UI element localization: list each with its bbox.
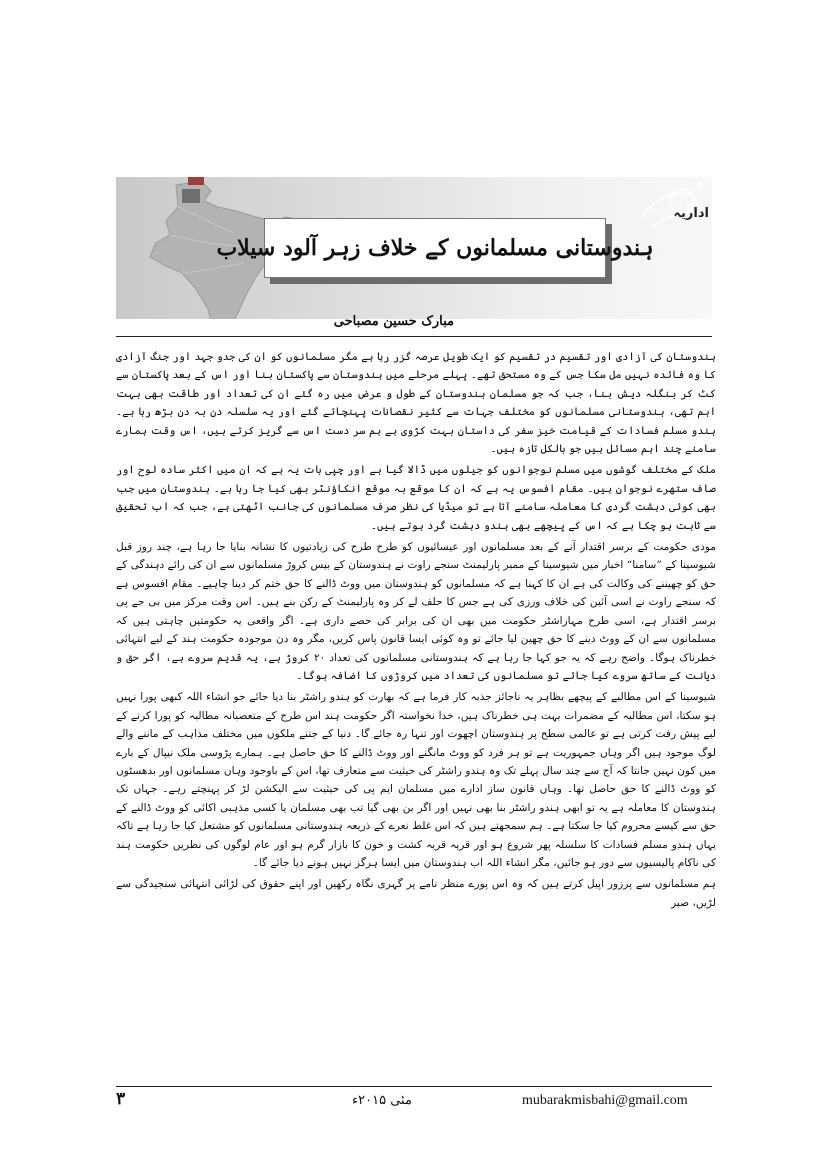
issue-date: مئی ۲۰۱۵ء <box>352 1093 412 1108</box>
page-number: ۳ <box>116 1089 126 1109</box>
article-body <box>116 348 716 915</box>
author-email: mubarakmisbahi@gmail.com <box>522 1093 688 1108</box>
article-paragraph: ہم مسلمانوں سے پرزور اپیل کرتے ہیں کہ وہ اس پورے منظر نامے پر گہری نگاہ رکھیں اور اپنے حقوق کی لڑائی انتہائی سنجیدگی سے لڑیں، صبر <box>116 878 716 909</box>
header-divider <box>116 336 712 337</box>
title-box <box>216 218 654 278</box>
author-byline: مبارک حسین مصباحی <box>333 314 454 329</box>
page-footer <box>116 1086 712 1115</box>
article-paragraph: ملک کے مختلف گوشوں میں مسلم نوجوانوں کو جیلوں میں ڈالا گیا ہے اور چپی بات یہ ہے کہ ان میں اکثر سادہ لوح اور صاف ستھرے نوجوان ہیں۔ مقام افسوس یہ ہے کہ ان کا موقع بہ موقع انکاؤنٹر بھی کیا جا رہا ہے۔ ہندوستان میں جب بھی کوئی دہشت گردی کا معاملہ سامنے آتا ہے تو میڈیا کی نظر صرف مسلمانوں کی جانب اٹھتی ہے، جب کہ اب تحقیق سے ثابت ہو چکا ہے کہ اس کے پیچھے بھی ہندو دہشت گرد ہوتے ہیں۔ <box>116 464 716 532</box>
section-label: اداریہ <box>673 206 709 221</box>
article-paragraph: مودی حکومت کے برسر اقتدار آنے کے بعد مسلمانوں اور عیسائیوں کو طرح طرح کی زیادتیوں کا نشانہ بنایا جا رہا ہے، چند روز قبل شیوسینا کے ”سامنا“ اخبار میں شیوسینا کے ممبر پارلیمنٹ سنجے راوت نے ہندوستان کے بیس کروڑ مسلمانوں سے ان کی رائے دہندگی کے حق کو چھیننے کی وکالت کی ہے ان کا کہنا ہے کہ مسلمانوں کو ہندوستان میں ووٹ ڈالنے کا حق ختم کر دینا چاہیے۔ مقام افسوس ہے کہ سنجے راوت نے اسی آئین کی خلاف ورزی کی ہے جس کا حلف لے کر وہ پارلیمنٹ کے رکن بنے ہیں۔ اس وقت مرکز میں بی جے پی برسر اقتدار ہے، اسی طرح مہاراشٹر حکومت میں بھی ان کی برابر کی حصے داری ہے۔ اگر واقعی یہ حکومتیں چاہتی ہیں کہ مسلمانوں سے ان کے ووٹ دینے کا حق چھین لیا جائے تو وہ کوئی ایسا قانون پاس کریں، مگر وہ دن موجودہ حکومت ہند کے لیے انتہائی خطرناک ہوگا۔ واضح رہے کہ یہ جو کہا جا رہا ہے کہ ہندوستانی مسلمانوں کی تعداد ۲۰ کروڑ ہے، یہ قدیم سروے ہے، اگر حق و دیانت کے ساتھ سروے کیا جائے تو مسلمانوں کی تعداد میں کروڑوں کا اضافہ ہوگا۔ <box>116 541 716 682</box>
article-title: ہندوستانی مسلمانوں کے خلاف زہر آلود سیلاب <box>216 235 654 261</box>
article-paragraph: شیوسینا کے اس مطالبے کے پیچھے بظاہر یہ ناجائز جذبہ کار فرما ہے کہ بھارت کو ہندو راشٹر بنا دیا جائے جو انشاء اللہ کبھی پورا نہیں ہو سکتا، اس مطالبہ کے مضمرات بہت ہی خطرناک ہیں، خدا نخواستہ اگر حکومت ہند اس طرح کے متعصبانہ مطالبہ کو پورا کرنے کے لیے پیش رفت کرتی ہے تو عالمی سطح پر ہندوستان اچھوت اور تنہا رہ جائے گا۔ دنیا کے جتنے ملکوں میں مختلف مذاہب کے ماننے والے لوگ موجود ہیں اگر وہاں جمہوریت ہے تو ہر فرد کو ووٹ مانگنے اور ووٹ ڈالنے کا حق حاصل ہے۔ ہمارے پڑوسی ملک نیپال کے بارے میں کون نہیں جانتا کہ آج سے چند سال پہلے تک وہ ہندو راشٹر کی حیثیت سے متعارف تھا، اس کے باوجود وہاں مسلمانوں اور بدھسٹوں کو ووٹ ڈالنے کا حق حاصل تھا۔ وہاں قانون ساز ادارے میں مسلمان ایم پی کی حیثیت سے الیکشن لڑ کر پہنچتے رہے۔ جہاں تک ہندوستان کا معاملہ ہے یہ تو ابھی ہندو راشٹر بنا بھی نہیں اور اگر بن بھی گیا تب بھی مسلمان یا کسی مذہبی اکائی کو ووٹ ڈالنے کے حق سے کیسے محروم کیا جا سکتا ہے۔ ہم سمجھتے ہیں کہ اس غلط نعرے کے ذریعہ ہندوستانی مسلمانوں کو مشتعل کیا جا رہا ہے تاکہ یہاں ہندو مسلم فسادات کا سلسلہ پھر شروع ہو اور قریہ قریہ کشت و خون کا بازار گرم ہو اور عام لوگوں کی نظریں حکومت ہند کی ناکام پالیسیوں سے دور ہو جائیں، مگر انشاء اللہ اب ہندوستان میں ایسا ہرگز نہیں ہونے دیا جائے گا۔ <box>116 691 716 869</box>
article-paragraph: ہندوستان کی آزادی اور تقسیم در تقسیم کو ایک طویل عرصہ گزر رہا ہے مگر مسلمانوں کو ان کی جدو جہد اور جنگ آزادی کا وہ فائدہ نہیں مل سکا جس کے وہ مستحق تھے۔ پہلے مرحلے میں ہندوستان سے پاکستان بنا اور اس کے بعد پاکستان سے کٹ کر بنگلہ دیش بنا، جب کہ جو مسلمان ہندوستان کے طول و عرض میں رہ گئے ان کی تعداد اور طاقت بھی بہت اہم تھی، ہندوستانی مسلمانوں کو مختلف جہات سے کثیر نقصانات پہنچائے گئے اور یہ سلسلہ دن بہ دن بڑھ رہا ہے۔ ہندو مسلم فسادات کے قیامت خیز سفر کی داستان بہت کڑوی ہے ہم سر دست اس سے گریز کرتے ہیں، اس وقت ہمارے سامنے چند اہم مسائل ہیں جو بالکل تازہ ہیں۔ <box>116 351 716 456</box>
